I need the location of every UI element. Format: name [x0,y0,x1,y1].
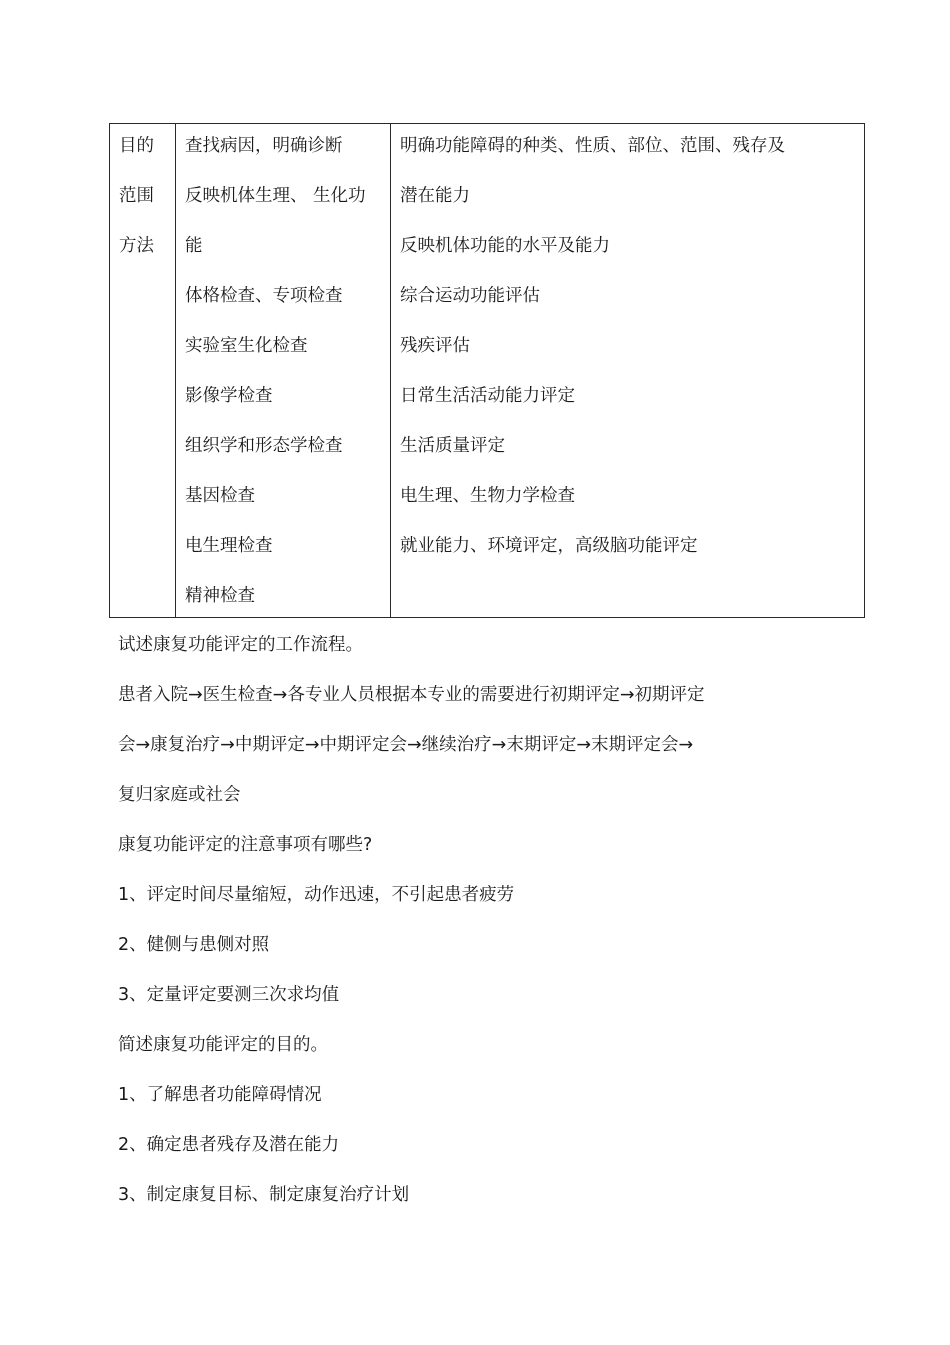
table-cell: 电生理、生物力学检查 [400,486,575,506]
table-cell: 目的 [119,136,154,156]
table-cell: 电生理检查 [185,536,273,556]
list-item: 3、制定康复目标、制定康复治疗计划 [118,1185,410,1205]
list-item: 1、评定时间尽量缩短，动作迅速，不引起患者疲劳 [118,885,515,905]
question-heading: 简述康复功能评定的目的。 [118,1035,328,1055]
table-cell: 基因检查 [185,486,255,506]
table-cell: 潜在能力 [400,186,470,206]
body-text: 会→康复治疗→中期评定→中期评定会→继续治疗→末期评定→末期评定会→ [118,735,694,755]
table-cell: 方法 [119,236,154,256]
table-cell: 范围 [119,186,154,206]
table-cell: 影像学检查 [185,386,273,406]
table-column-rehab [391,124,864,617]
table-cell: 实验室生化检查 [185,336,308,356]
body-text: 复归家庭或社会 [118,785,241,805]
question-heading: 康复功能评定的注意事项有哪些? [118,835,373,855]
table-cell: 组织学和形态学检查 [185,436,343,456]
table-cell: 精神检查 [185,586,255,606]
table-cell: 明确功能障碍的种类、性质、部位、范围、残存及 [400,136,785,156]
table-cell: 综合运动功能评估 [400,286,540,306]
table-cell: 就业能力、环境评定，高级脑功能评定 [400,536,698,556]
table-cell: 体格检查、专项检查 [185,286,343,306]
question-heading: 试述康复功能评定的工作流程。 [118,635,363,655]
list-item: 2、健侧与患侧对照 [118,935,270,955]
table-cell: 反映机体功能的水平及能力 [400,236,610,256]
list-item: 1、了解患者功能障碍情况 [118,1085,322,1105]
table-cell: 查找病因，明确诊断 [185,136,343,156]
body-text: 患者入院→医生检查→各专业人员根据本专业的需要进行初期评定→初期评定 [118,685,705,705]
list-item: 3、定量评定要测三次求均值 [118,985,340,1005]
list-item: 2、确定患者残存及潜在能力 [118,1135,340,1155]
table-cell: 残疾评估 [400,336,470,356]
table-column-clinical [176,124,391,617]
comparison-table [109,123,865,618]
table-cell: 日常生活活动能力评定 [400,386,575,406]
table-cell: 反映机体生理、 生化功 [185,186,366,206]
table-cell: 生活质量评定 [400,436,505,456]
table-cell: 能 [185,236,203,256]
table-column-labels [110,124,176,617]
